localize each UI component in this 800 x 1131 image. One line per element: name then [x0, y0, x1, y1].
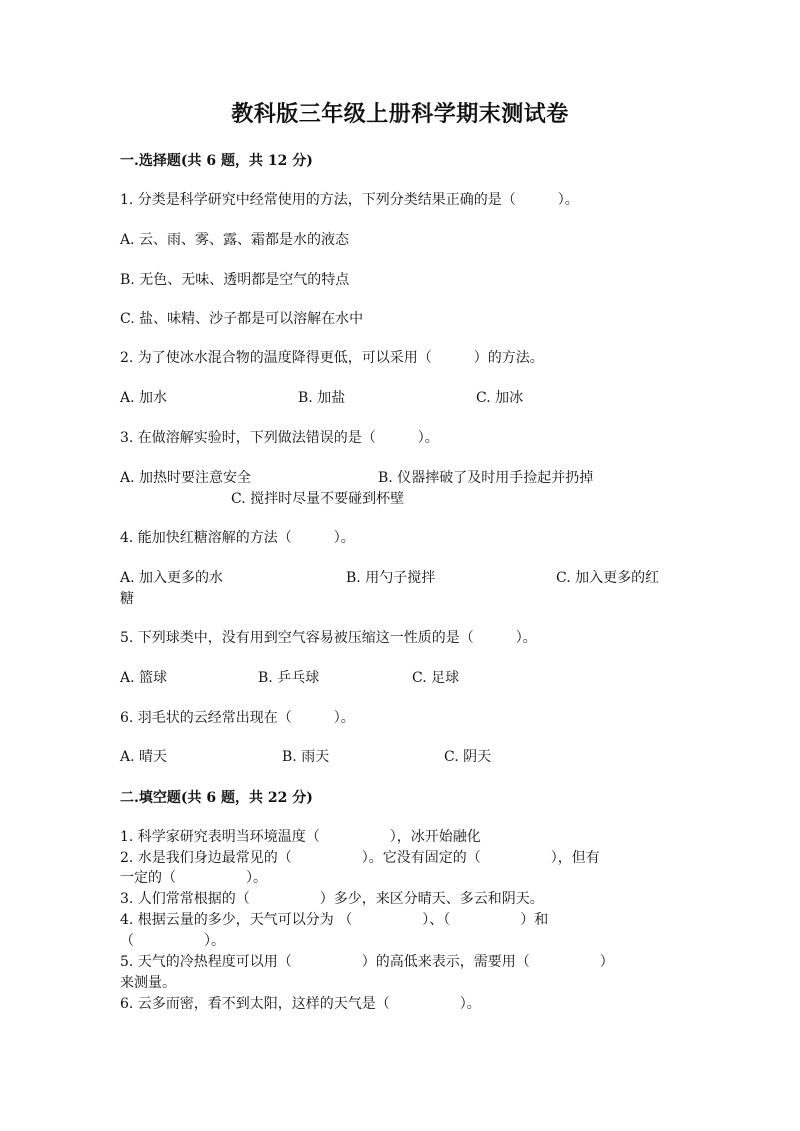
question-4-option-b: B. 用勺子搅拌	[346, 570, 436, 586]
question-2-option-a: A. 加水	[120, 390, 168, 406]
question-5-option-a: A. 篮球	[120, 670, 168, 686]
question-3-option-c: C. 搅拌时尽量不要碰到杯壁	[231, 491, 405, 507]
page-title: 教科版三年级上册科学期末测试卷	[231, 101, 569, 127]
question-1-option-a: A. 云、雨、雾、露、霜都是水的液态	[120, 232, 350, 248]
question-1-option-b: B. 无色、无味、透明都是空气的特点	[120, 272, 350, 288]
fill-line-5: 5. 天气的冷热程度可以用（ ）的高低来表示，需要用（ ）	[120, 954, 614, 970]
question-5-option-b: B. 乒乓球	[258, 670, 320, 686]
fill-line-4-cont: （ ）。	[120, 933, 225, 949]
fill-line-2: 2. 水是我们身边最常见的（ ）。它没有固定的（ ），但有	[120, 850, 600, 866]
fill-line-5-cont: 来测量。	[120, 975, 176, 991]
question-3-stem: 3. 在做溶解实验时，下列做法错误的是（ ）。	[120, 430, 439, 446]
question-6-option-c: C. 阴天	[444, 749, 492, 765]
question-1-stem: 1. 分类是科学研究中经常使用的方法，下列分类结果正确的是（ ）。	[120, 192, 579, 208]
question-6-option-b: B. 雨天	[282, 749, 330, 765]
question-2-option-c: C. 加冰	[476, 390, 524, 406]
fill-line-3: 3. 人们常常根据的（ ）多少，来区分晴天、多云和阴天。	[120, 891, 544, 907]
fill-line-6: 6. 云多而密，看不到太阳，这样的天气是（ ）。	[120, 996, 481, 1012]
question-6-option-a: A. 晴天	[120, 749, 168, 765]
question-4-option-c-wrap: 糖	[120, 591, 134, 607]
section-heading-choice: 一.选择题(共 6 题，共 12 分)	[120, 153, 313, 169]
question-5-stem: 5. 下列球类中，没有用到空气容易被压缩这一性质的是（ ）。	[120, 630, 537, 646]
question-4-option-a: A. 加入更多的水	[120, 570, 224, 586]
question-3-option-b: B. 仪器摔破了及时用手捡起并扔掉	[378, 470, 594, 486]
question-6-stem: 6. 羽毛状的云经常出现在（ ）。	[120, 710, 355, 726]
question-3-option-a: A. 加热时要注意安全	[120, 470, 252, 486]
fill-line-2-cont: 一定的（ ）。	[120, 870, 267, 886]
question-5-option-c: C. 足球	[412, 670, 460, 686]
question-1-option-c: C. 盐、味精、沙子都是可以溶解在水中	[120, 311, 364, 327]
fill-line-1: 1. 科学家研究表明当环境温度（ ），冰开始融化	[120, 829, 481, 845]
section-heading-fill: 二.填空题(共 6 题，共 22 分)	[120, 790, 313, 806]
question-4-stem: 4. 能加快红糖溶解的方法（ ）。	[120, 530, 355, 546]
question-2-option-b: B. 加盐	[298, 390, 346, 406]
fill-line-4: 4. 根据云量的多少，天气可以分为 （ ）、（ ）和	[120, 912, 549, 928]
question-4-option-c: C. 加入更多的红	[556, 570, 660, 586]
question-2-stem: 2. 为了使冰水混合物的温度降得更低，可以采用（ ）的方法。	[120, 350, 544, 366]
